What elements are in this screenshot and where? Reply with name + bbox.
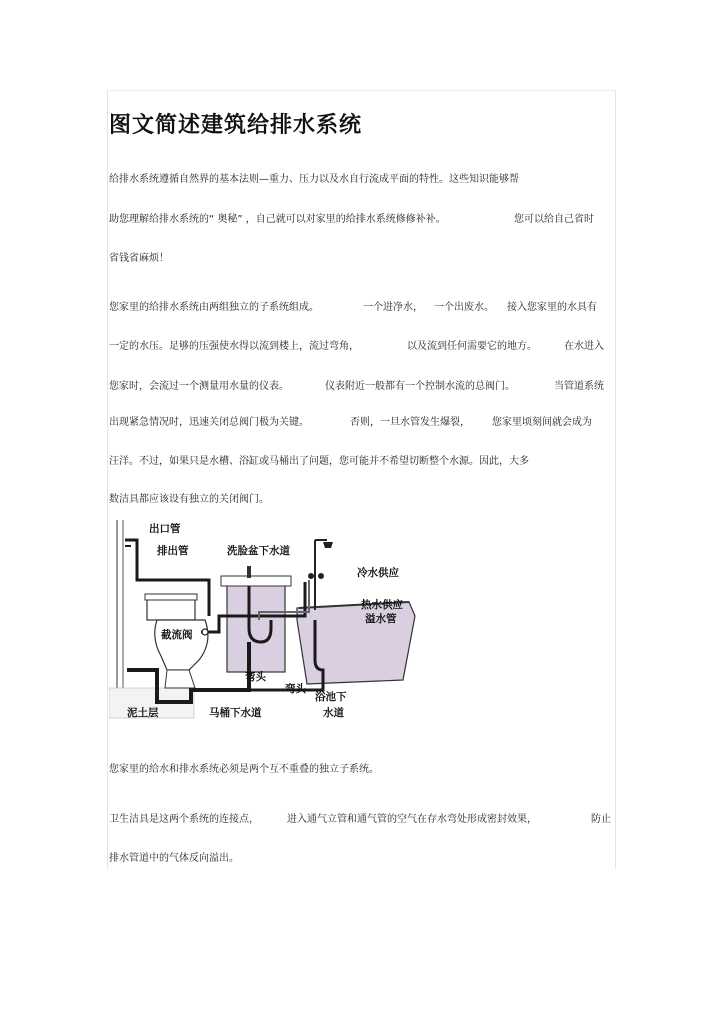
label-drain-pipe: 排出管 — [157, 545, 189, 557]
sink-cabinet — [227, 584, 285, 672]
plumbing-diagram — [109, 520, 431, 732]
label-toilet-drain: 马桶下水道 — [209, 707, 262, 719]
label-tub-drain: 浴池下 — [315, 691, 347, 703]
label-hot-supply: 热水供应 — [361, 599, 403, 611]
label-trap-1: 弯头 — [245, 671, 266, 683]
label-sink-drain: 洗脸盆下水道 — [227, 545, 290, 557]
page-frame — [107, 90, 616, 869]
label-cutoff-valve: 截流阀 — [161, 629, 193, 641]
label-trap-2: 弯头 — [285, 683, 306, 695]
page-title: 图文简述建筑给排水系统 — [109, 113, 363, 138]
label-soil-layer: 泥土层 — [127, 707, 159, 719]
label-cold-supply: 冷水供应 — [357, 567, 399, 579]
toilet-tank — [147, 598, 195, 620]
label-outlet-pipe: 出口管 — [149, 523, 181, 535]
label-tub-drain-2: 水道 — [323, 707, 344, 719]
label-overflow-pipe: 溢水管 — [365, 613, 397, 625]
